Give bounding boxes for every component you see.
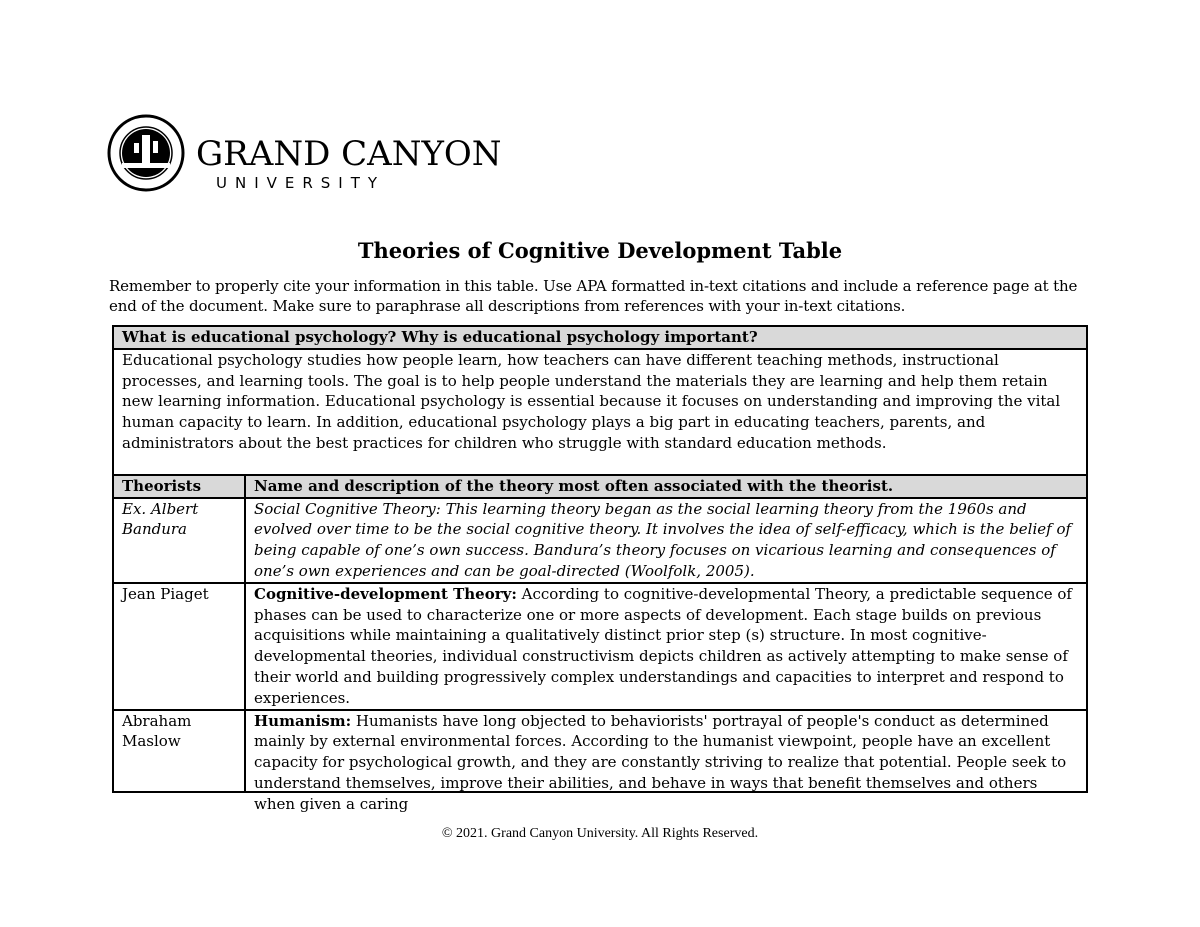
- question-cell: What is educational psychology? Why is educational psychology important?: [113, 326, 1087, 349]
- table-row: [113, 583, 1087, 710]
- theorist-cell: Jean Piaget: [113, 583, 245, 710]
- theory-name: Cognitive-development Theory:: [254, 584, 517, 603]
- theories-table: [112, 325, 1088, 813]
- theory-name: Social Cognitive Theory:: [254, 499, 441, 518]
- instructions-paragraph: Remember to properly cite your information in this table. Use APA formatted in-text citations and include a reference page at the end of the document. Make sure to paraphrase all descriptions from references with your in-text citations.: [109, 277, 1078, 315]
- theory-description: According to cognitive-developmental Theory, a predictable sequence of phases can be used to characterize one or more aspects of development. Each stage builds on previous acquisitions while maintaining a qualitatively distinct prior step (s) structure. In most cognitive-developmental theories, individual constructivism depicts children as actively attempting to make sense of their world and building progressively complex understandings and capacities to interpret and respond to experiences.: [254, 584, 1072, 707]
- theory-cell: [245, 710, 1087, 813]
- theory-cell: [245, 583, 1087, 710]
- university-seal-icon: [108, 113, 502, 195]
- answer-row: [113, 349, 1087, 475]
- theory-description: This learning theory began as the social learning theory from the 1960s and evolved over time to be the social cognitive theory. It involves the idea of self-efficacy, which is the belief of being capable of one’s own success. Bandura’s theory focuses on vicarious learning and consequences of one’s own experiences and can be goal-directed (Woolfolk, 2005).: [254, 499, 1072, 580]
- svg-text:GRAND CANYON: GRAND CANYON: [196, 134, 502, 174]
- question-row: [113, 326, 1087, 349]
- answer-cell: Educational psychology studies how people learn, how teachers can have different teaching methods, instructional processes, and learning tools. The goal is to help people understand the materials they are learning and help them retain new learning information. Educational psychology is essential because it focuses on understanding and improving the vital human capacity to learn. In addition, educational psychology plays a big part in educating teachers, parents, and administrators about the best practices for children who struggle with standard education methods.: [113, 349, 1087, 475]
- theorist-cell: Abraham Maslow: [113, 710, 245, 792]
- document-title: Theories of Cognitive Development Table: [357, 238, 843, 263]
- theory-header: Name and description of the theory most often associated with the theorist.: [245, 475, 1087, 498]
- theory-name: Humanism:: [254, 711, 352, 730]
- university-logo: [108, 113, 502, 195]
- svg-text:UNIVERSITY: UNIVERSITY: [216, 174, 386, 192]
- theory-description: Humanists have long objected to behaviorists' portrayal of people's conduct as determined mainly by external environmental forces. According to the humanist viewpoint, people have an excellent capacity for psychological growth, and they are constantly striving to realize that potential. People seek to understand themselves, improve their abilities, and behave in ways that benefit themselves and others when given a caring: [254, 711, 1067, 813]
- table-row: [113, 710, 1087, 792]
- theorist-cell: Ex. Albert Bandura: [113, 498, 245, 583]
- header-row: [113, 475, 1087, 498]
- table-row: [113, 498, 1087, 583]
- theory-cell: [245, 498, 1087, 583]
- copyright-footer: © 2021. Grand Canyon University. All Rights Reserved.: [441, 826, 759, 841]
- theorists-header: Theorists: [113, 475, 245, 498]
